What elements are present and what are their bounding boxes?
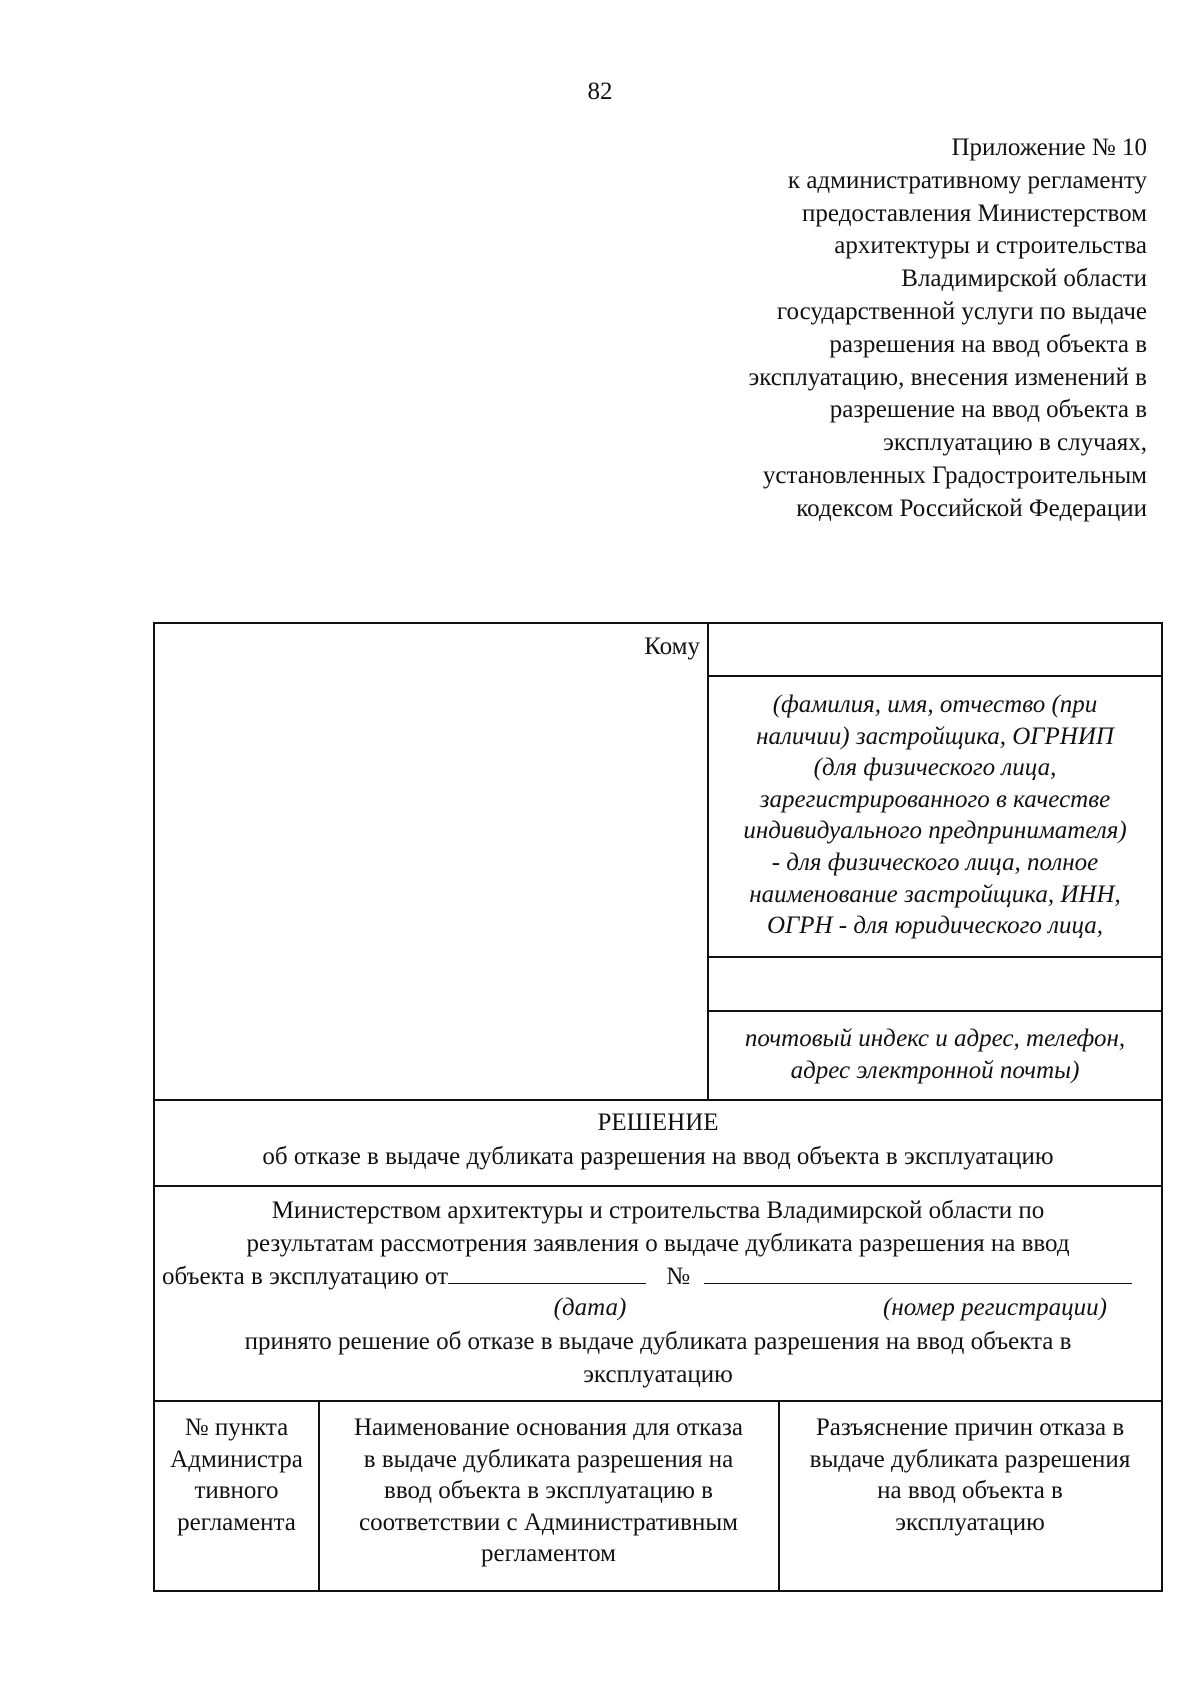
to-field[interactable] (710, 624, 1160, 674)
applicant-hint-line: индивидуального предпринимателя) (743, 817, 1127, 845)
header-line: на ввод объекта в (877, 1477, 1063, 1504)
applicant-hint-line: зарегистрированного в качестве (759, 785, 1111, 813)
appendix-line: эксплуатацию в случаях, (883, 429, 1147, 457)
appendix-line: к административному регламенту (787, 166, 1147, 194)
form-border-right (1161, 622, 1163, 1591)
appendix-line: Приложение № 10 (951, 134, 1147, 161)
form-border-bottom (153, 1590, 1163, 1592)
address-hint-line: адрес электронной почты) (790, 1056, 1080, 1084)
decision-body-line-5: эксплуатацию (583, 1361, 733, 1388)
header-line: № пункта (184, 1414, 289, 1441)
applicant-hint (709, 689, 1161, 942)
header-line: Наименование основания для отказа (353, 1414, 744, 1441)
applicant-hint-line: (фамилия, имя, отчество (при (772, 691, 1098, 718)
appendix-line: кодексом Российской Федерации (796, 494, 1147, 522)
address-hint-line: почтовый индекс и адрес, телефон, (744, 1025, 1126, 1052)
appendix-line: Владимирской области (901, 265, 1147, 293)
header-line: регламента (177, 1508, 296, 1536)
date-input[interactable] (448, 1261, 646, 1284)
applicant-hint-line: ОГРН - для юридического лица, (766, 912, 1104, 940)
to-field-line (707, 675, 1162, 677)
appendix-line: архитектуры и строительства (834, 232, 1147, 260)
decision-body-line-1: Министерством архитектуры и строительства Владимирской области по (271, 1197, 1045, 1224)
applicant-hint-line: наименование застройщика, ИНН, (749, 880, 1121, 908)
number-sign: № (666, 1263, 691, 1290)
page-number: 82 (587, 78, 613, 105)
table-header-explanation (780, 1412, 1160, 1538)
applicant-hint-line: - для физического лица, полное (771, 848, 1099, 876)
header-line: регламентом (481, 1540, 616, 1567)
table-top-line (153, 1400, 1163, 1402)
header-line: тивного (194, 1477, 279, 1504)
header-line: ввод объекта в эксплуатацию в (384, 1477, 713, 1504)
appendix-line: государственной услуги по выдаче (776, 297, 1147, 325)
appendix-line: разрешения на ввод объекта в (829, 330, 1147, 358)
decision-title: РЕШЕНИЕ (597, 1109, 719, 1136)
decision-top-line (153, 1099, 1163, 1101)
decision-body-line-3 (162, 1261, 1160, 1293)
header-line: эксплуатацию (895, 1508, 1045, 1536)
header-line: в выдаче дубликата разрешения на (363, 1445, 734, 1473)
regnum-hint: (номер регистрации) (883, 1294, 1107, 1321)
applicant-hint-line: (для физического лица, (813, 754, 1057, 782)
table-header-refusal-ground (320, 1412, 777, 1570)
header-line: Администра (170, 1445, 303, 1473)
appendix-line: установленных Градостроительным (762, 461, 1147, 489)
body-line-3-prefix: объекта в эксплуатацию от (162, 1263, 448, 1290)
header-line: выдаче дубликата разрешения (809, 1445, 1131, 1473)
address-hint (709, 1023, 1161, 1086)
decision-body-line-2: результатам рассмотрения заявления о выдаче дубликата разрешения на ввод (246, 1230, 1070, 1257)
date-hint: (дата) (553, 1294, 627, 1321)
to-label: Кому (644, 633, 700, 660)
registration-number-input[interactable] (704, 1261, 1132, 1284)
appendix-line: эксплуатацию, внесения изменений в (748, 363, 1147, 391)
decision-bottom-line (153, 1185, 1163, 1187)
appendix-line: разрешение на ввод объекта в (829, 396, 1147, 424)
address-field-line (707, 1010, 1162, 1012)
address-field[interactable] (710, 958, 1160, 1008)
appendix-line: предоставления Министерством (802, 199, 1147, 227)
decision-body-line-4: принято решение об отказе в выдаче дубликата разрешения на ввод объекта в (244, 1328, 1072, 1355)
decision-subtitle: об отказе в выдаче дубликата разрешения на ввод объекта в эксплуатацию (262, 1143, 1054, 1170)
header-line: соответствии с Административным (359, 1508, 738, 1536)
header-line: Разъяснение причин отказа в (815, 1414, 1125, 1441)
applicant-hint-line: наличии) застройщика, ОГРНИП (756, 722, 1114, 750)
table-header-clause-number (156, 1412, 317, 1538)
